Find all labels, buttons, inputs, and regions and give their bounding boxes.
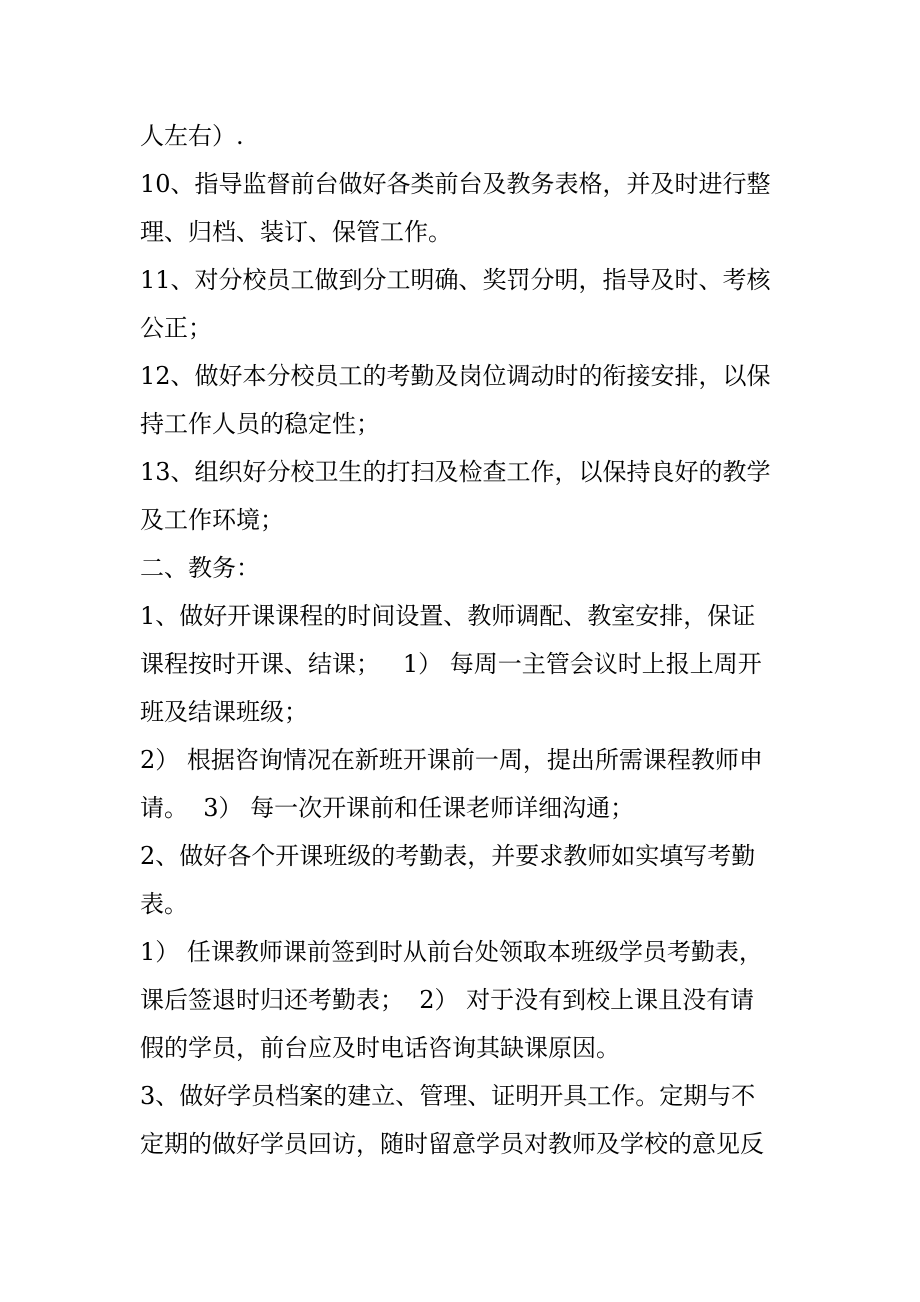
text-line: 12、做好本分校员工的考勤及岗位调动时的衔接安排，以保 <box>140 362 771 390</box>
text-line: 及工作环境； <box>140 506 284 534</box>
text-line: 2、做好各个开课班级的考勤表，并要求教师如实填写考勤 <box>140 842 756 870</box>
text-line: 定期的做好学员回访，随时留意学员对教师及学校的意见反 <box>140 1130 764 1158</box>
text-line: 13、组织好分校卫生的打扫及检查工作，以保持良好的教学 <box>140 458 771 486</box>
text-line: 公正； <box>140 314 212 342</box>
text-line: 课后签退时归还考勤表； 2） 对于没有到校上课且没有请 <box>140 986 755 1014</box>
section-heading: 二、教务： <box>140 554 260 582</box>
text-line: 10、指导监督前台做好各类前台及教务表格，并及时进行整 <box>140 170 771 198</box>
text-line: 课程按时开课、结课； 1） 每周一主管会议时上报上周开 <box>140 650 762 678</box>
text-line: 1） 任课教师课前签到时从前台处领取本班级学员考勤表， <box>140 938 763 966</box>
text-line: 3、做好学员档案的建立、管理、证明开具工作。定期与不 <box>140 1082 756 1110</box>
text-line: 11、对分校员工做到分工明确、奖罚分明，指导及时、考核 <box>140 266 771 294</box>
text-line: 持工作人员的稳定性； <box>140 410 380 438</box>
text-line: 班及结课班级； <box>140 698 308 726</box>
text-line: 2） 根据咨询情况在新班开课前一周，提出所需课程教师申 <box>140 746 763 774</box>
text-line: 理、归档、装订、保管工作。 <box>140 218 452 246</box>
text-line: 请。 3） 每一次开课前和任课老师详细沟通； <box>140 794 635 822</box>
text-line: 假的学员，前台应及时电话咨询其缺课原因。 <box>140 1034 620 1062</box>
text-line: 1、做好开课课程的时间设置、教师调配、教室安排，保证 <box>140 602 756 630</box>
text-line: 人左右）. <box>140 122 244 150</box>
text-line: 表。 <box>140 890 188 918</box>
